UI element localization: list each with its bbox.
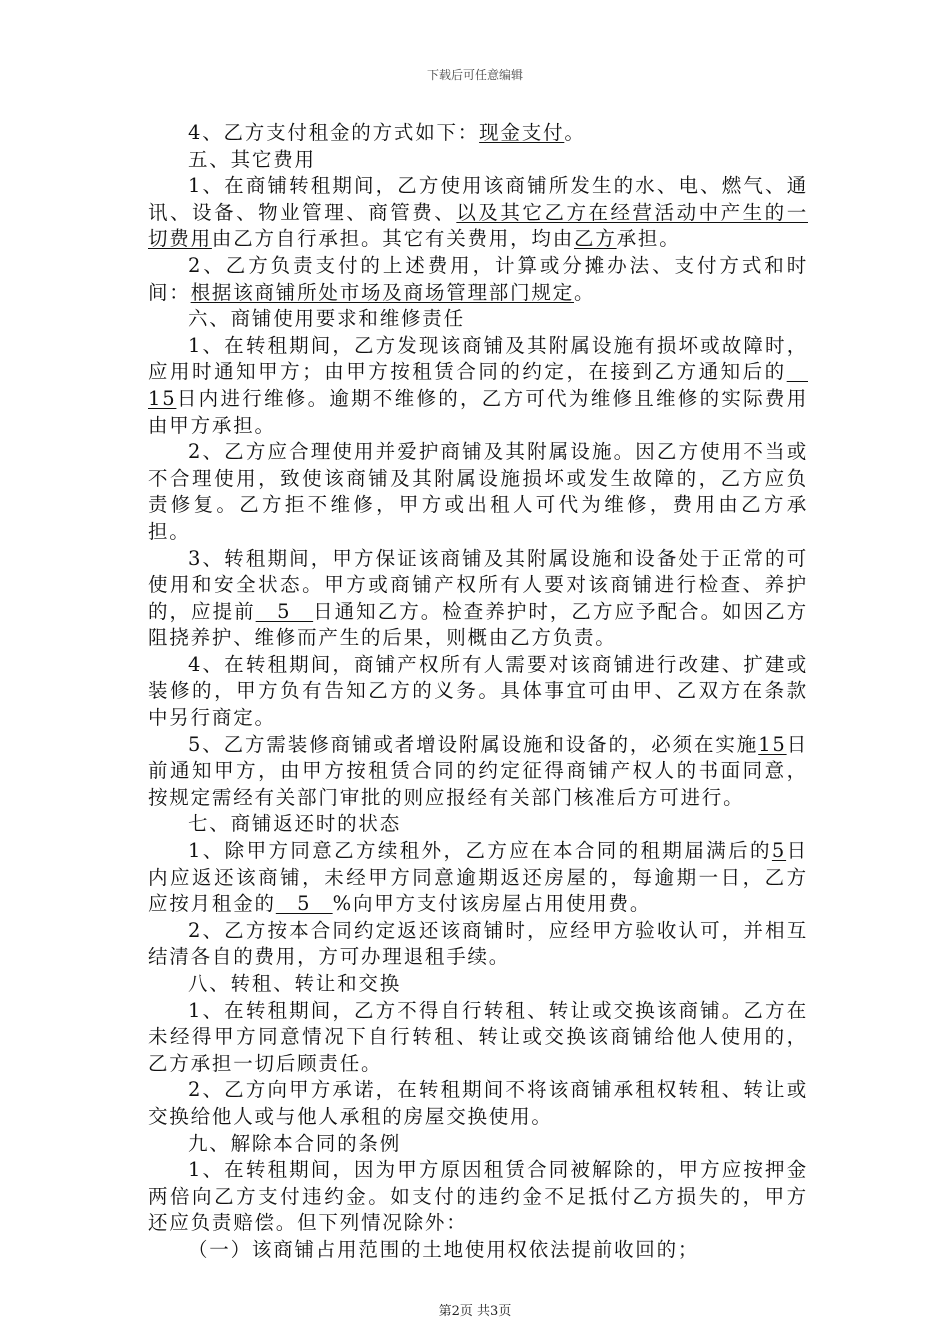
paragraph-text: 九、解除本合同的条例 [188, 1131, 402, 1155]
underlined-fill-in: 根据该商铺所处市场及商场管理部门规定 [190, 280, 575, 304]
paragraph [148, 652, 808, 732]
paragraph [148, 546, 808, 652]
paragraph [148, 173, 808, 253]
paragraph-text: 2、乙方负责支付的上述费用，计算或分摊办法、支付方式和时间： [148, 253, 808, 304]
paragraph-text: 1、在转租期间，乙方不得自行转租、转让或交换该商铺。乙方在未经得甲方同意情况下自行转租、转让或交换该商铺给他人使用的，乙方承担一切后顾责任。 [148, 998, 808, 1075]
paragraph [148, 253, 808, 306]
paragraph-text: 八、转租、转让和交换 [188, 972, 402, 995]
document-body [148, 120, 808, 1264]
underlined-fill-in: 5 [255, 599, 314, 623]
paragraph-text: 承担。 [616, 227, 681, 251]
paragraph-text: 1、在转租期间，因为甲方原因租赁合同被解除的，甲方应按押金两倍向乙方支付违约金。如支付的违约金不足抵付乙方损失的，甲方还应负责赔偿。但下列情况除外： [148, 1158, 808, 1235]
paragraph-text: （一）该商铺占用范围的土地使用权依法提前收回的； [188, 1237, 700, 1261]
paragraph-text: 日内进行维修。逾期不维修的，乙方可代为维修且维修的实际费用由甲方承担。 [148, 386, 808, 437]
paragraph-text: 3、转租期间，甲方保证该商铺及其附属设施和设备处于正常的可使用和安全状态。甲方或商铺产权所有人要对该商铺进行检查、养护的，应提前 [148, 546, 808, 623]
paragraph [148, 811, 808, 838]
paragraph-text: 1、在商铺转租期间，乙方使用该商铺所发生的水、电、燃气、通讯、设备、物业管理、商管费、 [148, 174, 808, 224]
paragraph-text: 4、乙方支付租金的方式如下： [188, 121, 480, 144]
paragraph-text: %向甲方支付该房屋占用使用费。 [332, 892, 652, 916]
paragraph [148, 439, 808, 545]
underlined-fill-in: 15 [758, 732, 787, 756]
paragraph-text: 。 [564, 121, 586, 144]
paragraph-text: 2、乙方按本合同约定返还该商铺时，应经甲方验收认可，并相互结清各自的费用，方可办理退租手续。 [148, 918, 808, 969]
paragraph [148, 1237, 808, 1264]
paragraph-text: 七、商铺返还时的状态 [188, 812, 402, 836]
paragraph [148, 998, 808, 1078]
paragraph-text: 4、在转租期间，商铺产权所有人需要对该商铺进行改建、扩建或装修的，甲方负有告知乙方的义务。具体事宜可由甲、乙双方在条款中另行商定。 [148, 652, 808, 730]
paragraph [148, 1077, 808, 1130]
paragraph [148, 732, 808, 812]
paragraph-text: 日前通知甲方，由甲方按租赁合同的约定征得商铺产权人的书面同意，按规定需经有关部门审批的则应报经有关部门核准后方可进行。 [148, 732, 808, 809]
paragraph-text: 2、乙方向甲方承诺，在转租期间不将该商铺承租权转租、转让或交换给他人或与他人承租的房屋交换使用。 [148, 1078, 808, 1128]
page-footer: 第2页 共3页 [438, 1304, 512, 1319]
paragraph-text: 1、除甲方同意乙方续租外，乙方应在本合同的租期届满后的 [188, 839, 772, 863]
paragraph [148, 306, 808, 333]
paragraph-text: 由乙方自行承担。其它有关费用，均由 [211, 227, 575, 251]
paragraph [148, 333, 808, 439]
underlined-fill-in: 15 [148, 360, 808, 410]
underlined-fill-in: 乙方 [574, 227, 617, 251]
underlined-fill-in: 以及其它乙方在经营活动中产生的一切费用 [148, 200, 808, 251]
paragraph-text: 。 [574, 280, 596, 304]
paragraph [148, 918, 808, 971]
paragraph-text: 日内应返还该商铺，未经甲方同意逾期返还房屋的，每逾期一日，乙方应按月租金的 [148, 839, 808, 916]
paragraph [148, 971, 808, 998]
underlined-fill-in: 5 [275, 892, 333, 916]
paragraph-text: 5、乙方需装修商铺或者增设附属设施和设备的，必须在实施 [188, 732, 759, 756]
underlined-fill-in: 现金支付 [479, 121, 565, 144]
paragraph-text: 日通知乙方。检查养护时，乙方应予配合。如因乙方阻挠养护、维修而产生的后果，则概由乙方负责。 [148, 599, 808, 650]
underlined-fill-in: 5 [771, 839, 787, 863]
paragraph [148, 838, 808, 918]
page-header: 下载后可任意编辑 [426, 68, 523, 82]
paragraph-text: 2、乙方应合理使用并爱护商铺及其附属设施。因乙方使用不当或不合理使用，致使该商铺及其附属设施损坏或发生故障的，乙方应负责修复。乙方拒不维修，甲方或出租人可代为维修，费用由乙方承担。 [148, 440, 808, 543]
paragraph [148, 1157, 808, 1237]
paragraph-text: 1、在转租期间，乙方发现该商铺及其附属设施有损坏或故障时，应用时通知甲方；由甲方按租赁合同的约定，在接到乙方通知后的 [148, 333, 808, 384]
paragraph [148, 120, 808, 147]
paragraph [148, 1131, 808, 1158]
paragraph-text: 五、其它费用 [188, 147, 316, 171]
paragraph [148, 147, 808, 174]
paragraph-text: 六、商铺使用要求和维修责任 [188, 307, 465, 331]
